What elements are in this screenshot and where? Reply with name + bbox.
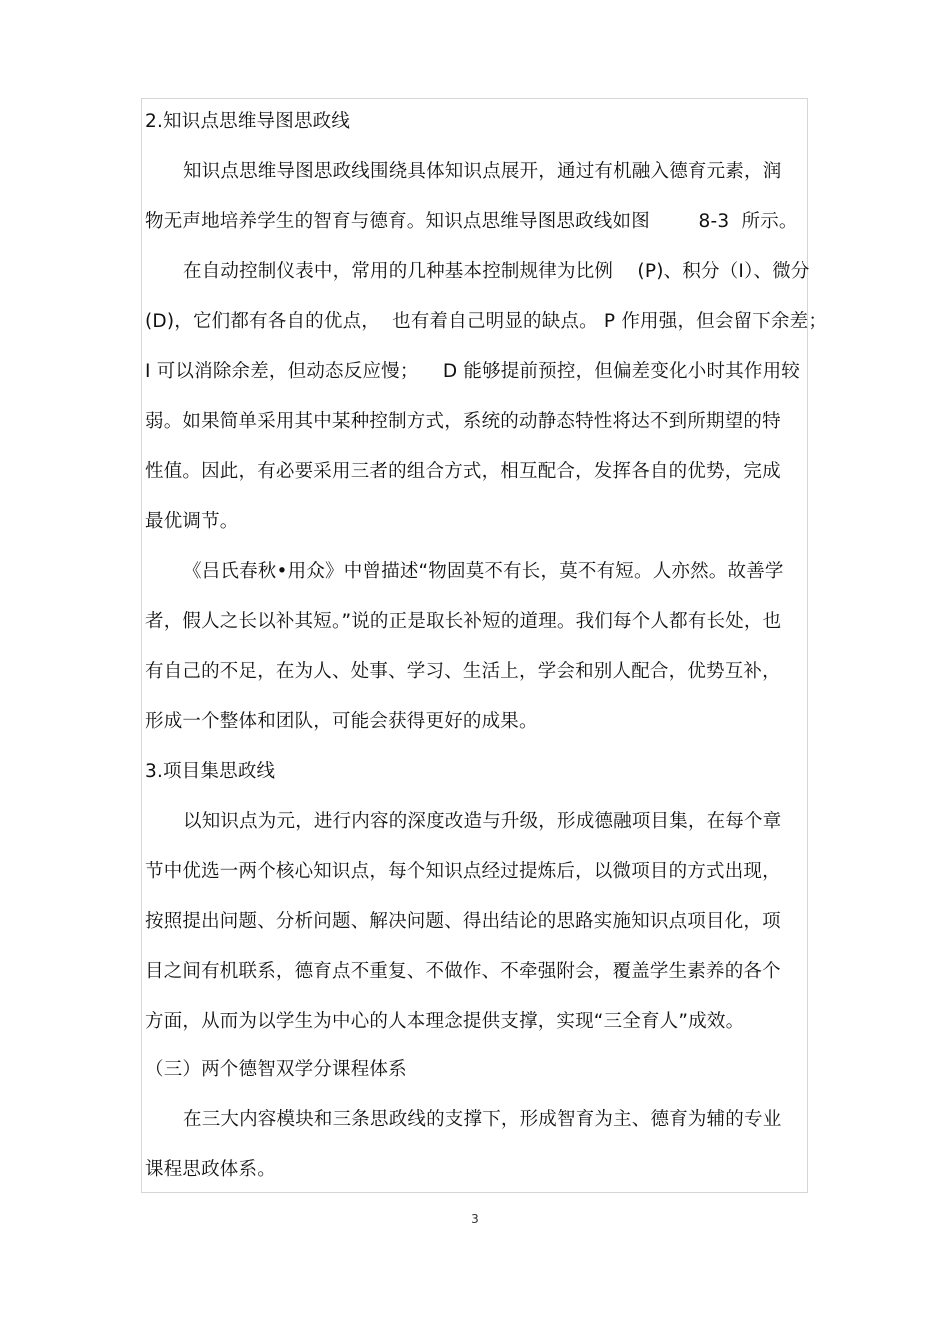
page-number: 3 <box>471 1212 479 1226</box>
paragraph-line: 在三大内容模块和三条思政线的支撑下，形成智育为主、德育为辅的专业 <box>183 1109 782 1130</box>
paragraph-line: 物无声地培养学生的智育与德育。知识点思维导图思政线如图 8-3 所示。 <box>145 211 798 232</box>
paragraph-line: 知识点思维导图思政线围绕具体知识点展开，通过有机融入德育元素，润 <box>183 161 782 182</box>
paragraph-line: 以知识点为元，进行内容的深度改造与升级，形成德融项目集，在每个章 <box>183 811 782 832</box>
paragraph-line: 节中优选一两个核心知识点，每个知识点经过提炼后，以微项目的方式出现， <box>145 861 781 882</box>
paragraph-line: 目之间有机联系，德育点不重复、不做作、不牵强附会，覆盖学生素养的各个 <box>145 961 781 982</box>
paragraph-line: 课程思政体系。 <box>145 1159 276 1180</box>
paragraph-line: 按照提出问题、分析问题、解决问题、得出结论的思路实施知识点项目化，项 <box>145 911 781 932</box>
paragraph-line: 弱。如果简单采用其中某种控制方式，系统的动静态特性将达不到所期望的特 <box>145 411 781 432</box>
paragraph-line: 最优调节。 <box>145 511 239 532</box>
paragraph-line: I 可以消除余差，但动态反应慢； D 能够提前预控，但偏差变化小时其作用较 <box>145 361 800 382</box>
heading-mindmap-line: 2.知识点思维导图思政线 <box>145 111 351 132</box>
paragraph-line: (D)，它们都有各自的优点， 也有着自己明显的缺点。 P 作用强，但会留下余差； <box>145 311 828 332</box>
paragraph-line: 方面，从而为以学生为中心的人本理念提供支撑，实现“三全育人”成效。 <box>145 1011 745 1032</box>
paragraph-line: 《吕氏春秋•用众》中曾描述“物固莫不有长，莫不有短。人亦然。故善学 <box>183 561 784 582</box>
paragraph-line: 在自动控制仪表中，常用的几种基本控制规律为比例 (P)、积分（I）、微分 <box>183 261 810 282</box>
paragraph-line: 性值。因此，有必要采用三者的组合方式，相互配合，发挥各自的优势，完成 <box>145 461 781 482</box>
paragraph-line: 有自己的不足，在为人、处事、学习、生活上，学会和别人配合，优势互补， <box>145 661 781 682</box>
heading-project-line: 3.项目集思政线 <box>145 761 276 782</box>
paragraph-line: 形成一个整体和团队，可能会获得更好的成果。 <box>145 711 538 732</box>
paragraph-line: 者，假人之长以补其短。”说的正是取长补短的道理。我们每个人都有长处，也 <box>145 611 782 632</box>
heading-course-system: （三）两个德智双学分课程体系 <box>145 1059 407 1080</box>
